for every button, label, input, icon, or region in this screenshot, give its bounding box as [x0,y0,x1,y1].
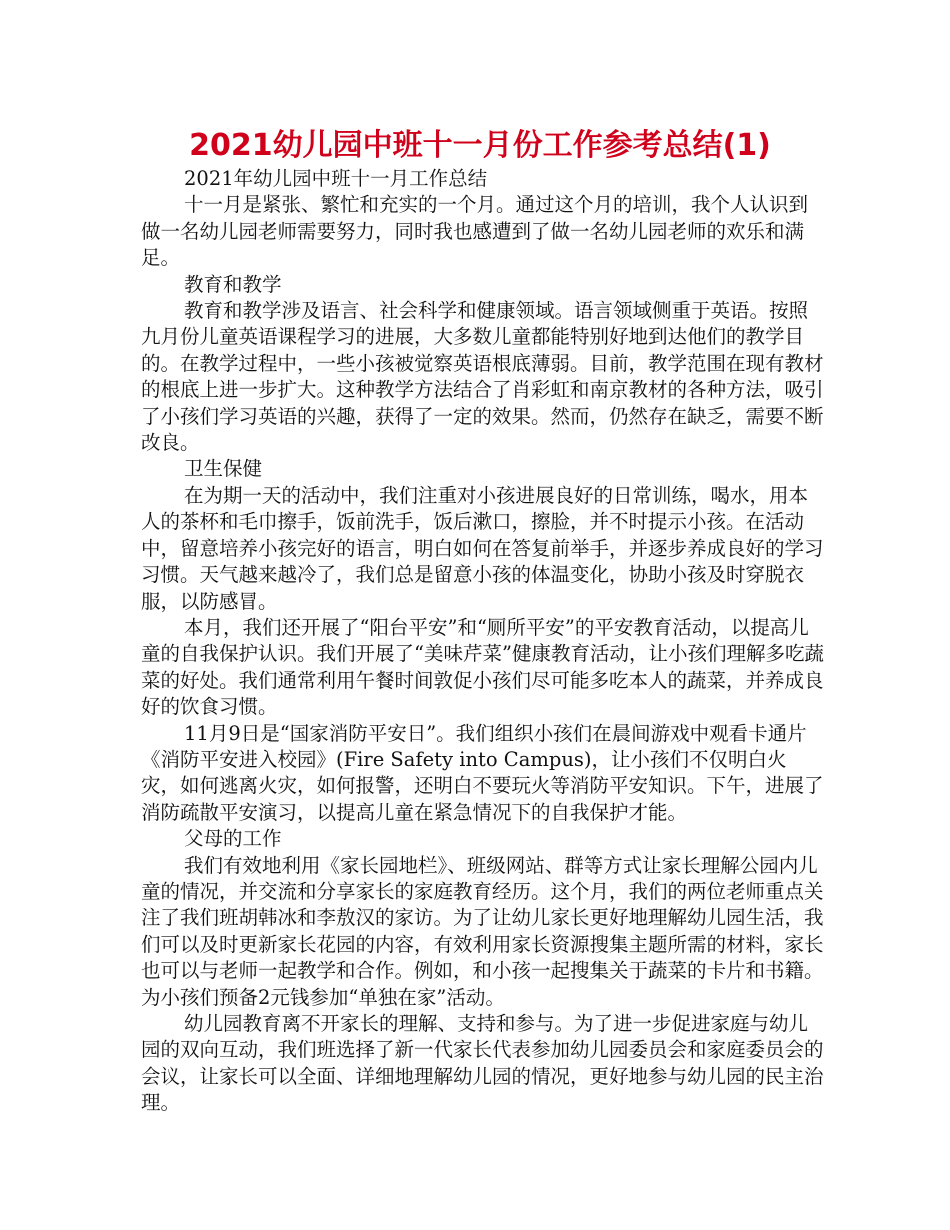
paragraph-teaching: 教育和教学涉及语言、社会科学和健康领域。语言领域侧重于英语。按照九月份儿童英语课程学习的进展，大多数儿童都能特别好地到达他们的教学目的。在教学过程中，一些小孩被觉察英语根底薄弱。目前，教学范围在现有教材的根底上进一步扩大。这种教学方法结合了肖彩虹和南京教材的各种方法，吸引了小孩们学习英语的兴趣，获得了一定的效果。然而，仍然存在缺乏，需要不断改良。 [141,299,824,455]
paragraph-health-routine: 在为期一天的活动中，我们注重对小孩进展良好的日常训练，喝水，用本人的茶杯和毛巾擦手，饭前洗手，饭后漱口，擦脸，并不时提示小孩。在活动中，留意培养小孩完好的语言，明白如何在答复前举手，并逐步养成良好的学习习惯。天气越来越冷了，我们总是留意小孩的体温变化，协助小孩及时穿脱衣服，以防感冒。 [141,483,824,613]
document-subtitle: 2021年幼儿园中班十一月工作总结 [184,167,488,190]
paragraph-parents-work: 我们有效地利用《家长园地栏》、班级网站、群等方式让家长理解公园内儿童的情况，并交流和分享家长的家庭教育经历。这个月，我们的两位老师重点关注了我们班胡韩冰和李敖汉的家访。为了让幼儿家长更好地理解幼儿园生活，我们可以及时更新家长花园的内容，有效利用家长资源搜集主题所需的材料，家长也可以与老师一起教学和合作。例如，和小孩一起搜集关于蔬菜的卡片和书籍。为小孩们预备2元钱参加“单独在家”活动。 [141,853,824,1009]
paragraph-intro: 十一月是紧张、繁忙和充实的一个月。通过这个月的培训，我个人认识到做一名幼儿园老师需要努力，同时我也感遭到了做一名幼儿园老师的欢乐和满足。 [141,193,809,270]
paragraph-parents-participation: 幼儿园教育离不开家长的理解、支持和参与。为了进一步促进家庭与幼儿园的双向互动，我们班选择了新一代家长代表参加幼儿园委员会和家庭委员会的会议，让家长可以全面、详细地理解幼儿园的情况，更好地参与幼儿园的民主治理。 [141,1012,824,1115]
paragraph-safety-education: 本月，我们还开展了“阳台平安”和“厕所平安”的平安教育活动，以提高儿童的自我保护认识。我们开展了“美味芹菜”健康教育活动，让小孩们理解多吃蔬菜的好处。我们通常利用午餐时间敦促小孩们尽可能多吃本人的蔬菜，并养成良好的饮食习惯。 [141,615,824,719]
document-body [141,166,825,1117]
section-heading-health: 卫生保健 [184,457,263,481]
paragraph-fire-safety: 11月9日是“国家消防平安日”。我们组织小孩们在晨间游戏中观看卡通片《消防平安进入校园》(Fire Safety into Campus)，让小孩们不仅明白火灾，如何逃离火灾，如何报警，还明白不要玩火等消防平安知识。下午，进展了消防疏散平安演习，以提高儿童在紧急情况下的自我保护才能。 [141,721,824,824]
section-heading-teaching: 教育和教学 [184,272,282,296]
section-heading-parents: 父母的工作 [184,827,282,851]
document-title: 2021幼儿园中班十一月份工作参考总结(1) [189,128,771,163]
